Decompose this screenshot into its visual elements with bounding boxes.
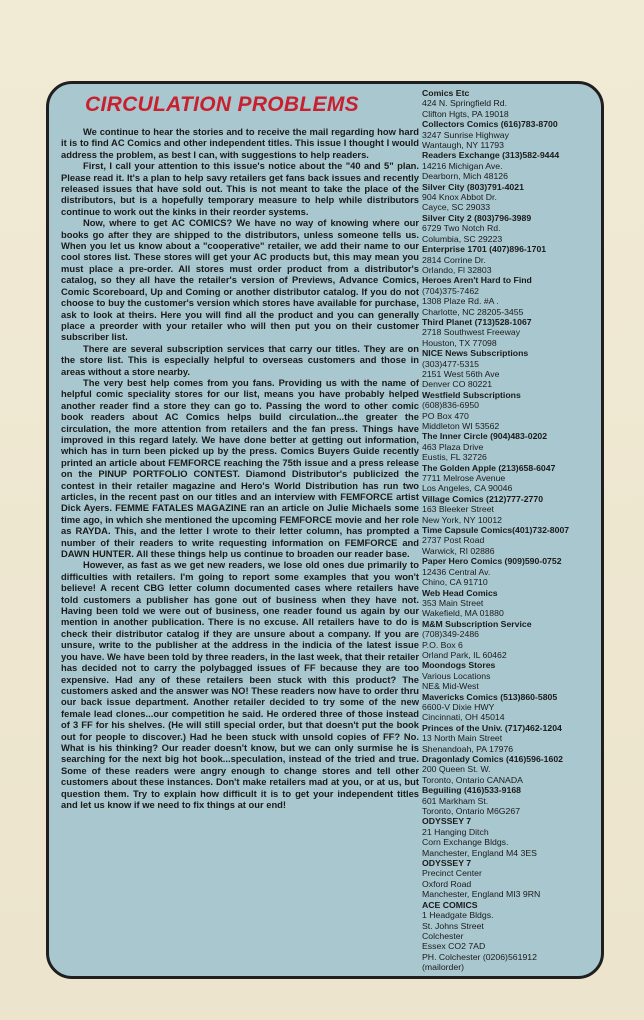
store-name: Third Planet (713)528-1067 xyxy=(422,316,532,327)
article-paragraph: We continue to hear the stories and to receive the mail regarding how hard it is to find AC Comics and other independent titles. This issue I thought I would address the problem, as best I can, with suggestions to help readers. xyxy=(61,126,419,160)
store-address-line: 200 Queen St. W. xyxy=(422,764,491,775)
article-paragraph: First, I call your attention to this issue's notice about the "40 and 5" plan. Please read it. It's a plan to help savy retailers get fans back issues and recently released issues that have sold out. This is not meant to take the place of the distributors, but is a hopefully temporary measure to help while distributors continue to work out the kinks in their reorder systems. xyxy=(61,160,419,217)
store-address-line: 601 Markham St. xyxy=(422,795,489,806)
store-address-line: St. Johns Street xyxy=(422,920,484,931)
store-name: Princes of the Univ. (717)462-1204 xyxy=(422,722,562,733)
store-address-line: Essex CO2 7AD xyxy=(422,941,486,952)
store-address-line: Wantaugh, NY 11793 xyxy=(422,140,504,151)
store-address-line: Charlotte, NC 28205-3455 xyxy=(422,306,524,317)
store-name: Readers Exchange (313)582-9444 xyxy=(422,150,560,161)
store-name: Westfield Subscriptions xyxy=(422,389,521,400)
store-name: Silver City 2 (803)796-3989 xyxy=(422,212,532,223)
store-name: Web Head Comics xyxy=(422,587,498,598)
store-list-column xyxy=(422,88,600,974)
store-name: Paper Hero Comics (909)590-0752 xyxy=(422,556,562,567)
store-address-line: Oxford Road xyxy=(422,878,472,889)
store-address-line: Chino, CA 91710 xyxy=(422,577,488,588)
article-title: CIRCULATION PROBLEMS xyxy=(85,93,359,116)
store-address-line: Manchester, England M4 3ES xyxy=(422,847,537,858)
store-address-line: 1308 Plaze Rd. #A . xyxy=(422,296,499,307)
article-panel xyxy=(46,81,604,979)
store-address-line: Orland Park, IL 60462 xyxy=(422,649,507,660)
article-paragraph: The very best help comes from you fans. Providing us with the name of helpful comic speciality stores for our list, means you have probably helped another reader find a store they can go to. Passing the word to other comic book readers about AC Comics helps build circulation...the greater the circulation, the more attention from retailers and the fan press. Things have improved in this regard lately. We have done better at getting out information, which has in turn been picked up by the press. Comics Buyers Guide recently printed an article about FEMFORCE reaching the 75th issue and a press release on the PINUP PORTFOLIO CONTEST. Diamond Distributor's publicized the contest in their retailer magazine and Hero's World Distribution has run two articles, in the recent past on our titles and an interview with FEMFORCE artist Dick Ayers. FEMME FATALES MAGAZINE ran an article on Julie Michaels some time ago, in which she mentioned the upcoming FEMFORCE movie and her role as RAYDA. This, and the letter I wrote to their letter column, has prompted a number of their readers to write requesting information on FEMFORCE and DAWN HUNTER. All these things help us continue to broaden our reader base. xyxy=(61,376,419,560)
store-address-line: 2814 Corrine Dr. xyxy=(422,254,486,265)
store-address-line: Clifton Hgts, PA 19018 xyxy=(422,108,509,119)
store-address-line: 13 North Main Street xyxy=(422,733,503,744)
store-address-line: 14216 Michigan Ave. xyxy=(422,160,503,171)
store-address-line: 2737 Post Road xyxy=(422,535,485,546)
store-address-line: New York, NY 10012 xyxy=(422,514,503,525)
store-address-line: 7711 Melrose Avenue xyxy=(422,473,506,484)
store-address-line: 12436 Central Av. xyxy=(422,566,491,577)
store-address-line: Wakefield, MA 01880 xyxy=(422,608,504,619)
store-address-line: 163 Bleeker Street xyxy=(422,504,494,515)
store-address-line: Cayce, SC 29033 xyxy=(422,202,491,213)
store-address-line: 353 Main Street xyxy=(422,597,484,608)
store-address-line: Los Angeles, CA 90046 xyxy=(422,483,513,494)
store-address-line: Dearborn, Mich 48126 xyxy=(422,171,508,182)
store-name: ACE COMICS xyxy=(422,899,478,910)
store-address-line: (708)349-2486 xyxy=(422,629,479,640)
store-address-line: 6729 Two Notch Rd. xyxy=(422,223,501,234)
store-name: Collectors Comics (616)783-8700 xyxy=(422,119,558,130)
store-address-line: Cincinnati, OH 45014 xyxy=(422,712,505,723)
store-list xyxy=(422,88,600,973)
store-address-line: Toronto, Ontario M6G267 xyxy=(422,806,521,817)
store-address-line: (mailorder) xyxy=(422,962,464,973)
store-address-line: 21 Hanging Ditch xyxy=(422,826,489,837)
store-address-line: (608)836-6950 xyxy=(422,400,479,411)
store-address-line: Colchester xyxy=(422,930,464,941)
store-address-line: Orlando, Fl 32803 xyxy=(422,264,492,275)
store-name: Village Comics (212)777-2770 xyxy=(422,493,544,504)
store-name: Moondogs Stores xyxy=(422,660,496,671)
store-address-line: Corn Exchange Bldgs. xyxy=(422,837,509,848)
store-name: Time Capsule Comics(401)732-8007 xyxy=(422,525,570,536)
store-name: ODYSSEY 7 xyxy=(422,858,472,869)
store-address-line: Warwick, RI 02886 xyxy=(422,545,495,556)
store-address-line: Toronto, Ontario CANADA xyxy=(422,774,523,785)
store-name: ODYSSEY 7 xyxy=(422,816,472,827)
store-address-line: PH. Colchester (0206)561912 xyxy=(422,951,537,962)
store-name: Mavericks Comics (513)860-5805 xyxy=(422,691,558,702)
store-address-line: 1 Headgate Bldgs. xyxy=(422,910,494,921)
store-address-line: 6600-V Dixie HWY xyxy=(422,701,495,712)
store-address-line: (704)375-7462 xyxy=(422,285,479,296)
store-address-line: 2718 Southwest Freeway xyxy=(422,327,521,338)
store-address-line: Middleton WI 53562 xyxy=(422,421,500,431)
store-address-line: Shenandoah, PA 17976 xyxy=(422,743,514,754)
store-address-line: NE& Mid-West xyxy=(422,681,479,692)
store-address-line: Columbia, SC 29223 xyxy=(422,233,503,244)
store-name: Comics Etc xyxy=(422,88,470,98)
store-address-line: Precinct Center xyxy=(422,868,482,879)
store-address-line: Denver CO 80221 xyxy=(422,379,493,390)
store-address-line: Eustis, FL 32726 xyxy=(422,452,487,463)
article-paragraph: Now, where to get AC COMICS? We have no way of knowing where our books go after they are shipped to the distributors, unless someone tells us. When you let us know about a "cooperative" retailer, we add their name to our cool stores list. These stores will get your AC products but, this may mean you must place a pre-order. All stores must order product from a distributor's catalog, so they all have the retailer's version of Previews, Advance Comics, Comic Scoreboard, Up and Coming or another distributor catalog. If you do not choose to buy the customer's version which stores have available for purchase, ask to look at theirs. Here you will find all the product and you can generally place a preorder with your retailer who will then put you on their customer subscriber list. xyxy=(61,217,419,343)
store-address-line: Manchester, England MI3 9RN xyxy=(422,889,541,900)
store-address-line: 2151 West 56th Ave xyxy=(422,368,500,379)
store-name: Enterprise 1701 (407)896-1701 xyxy=(422,244,547,255)
article-column xyxy=(61,92,419,972)
store-name: M&M Subscription Service xyxy=(422,618,532,629)
article-paragraph: However, as fast as we get new readers, we lose old ones due primarily to difficulties with retailers. I'm going to report some examples that you won't believe! A recent CBG letter column documented cases where retailers have told customers a publisher has gone out of business when they have not. Having been told we were out of business, one reader found us again by our mention in another publication. There is no excuse. All retailers have to do is check their distributor catalog if they are unsure about a company. If you are unsure, write to the publisher at the address in the indicia of the latest issue you have. We have been told by three readers, in the last week, that their retailer has decided not to carry the polybagged issues of FF because they are too expensive. Had any of these retailers been stuck with this product? The customers asked and the answer was NO! These readers now have to order thru our back issue department. Another retailer decided to try some of the new female lead clones...our competition he said. He ordered three of those instead of 3 FF for his shelves. (He will still special order, but that doesn't put the book out for people to discover.) Had he been stuck with unsold copies of FF? No. What is his thinking? Our reader doesn't know, but we can only surmise he is searching for the next big hot book...speculation, instead of the tried and true. Some of these readers were angry enough to change stores and tell other customers about these instances. Don't make retailers mad at you, or at us, but question them. Try to explain how difficult it is to get your independent titles and let us know if we need to fix things at our end! xyxy=(61,559,419,810)
store-address-line: 904 Knox Abbot Dr. xyxy=(422,192,497,203)
store-name: Beguiling (416)533-9168 xyxy=(422,785,521,796)
store-address-line: P.O. Box 6 xyxy=(422,639,463,650)
store-address-line: 463 Plaza Drive xyxy=(422,441,484,452)
store-name: The Inner Circle (904)483-0202 xyxy=(422,431,548,442)
store-address-line: (303)477-5315 xyxy=(422,358,479,369)
store-name: Silver City (803)791-4021 xyxy=(422,181,524,192)
store-name: The Golden Apple (213)658-6047 xyxy=(422,462,556,473)
store-name: NICE News Subscriptions xyxy=(422,348,529,359)
store-address-line: 424 N. Springfield Rd. xyxy=(422,98,507,109)
store-name: Heroes Aren't Hard to Find xyxy=(422,275,532,286)
article-paragraph: There are several subscription services that carry our titles. They are on the store list. This is especially helpful to overseas customers and those in areas without a store nearby. xyxy=(61,342,419,377)
store-address-line: 3247 Sunrise Highway xyxy=(422,129,509,140)
store-address-line: Houston, TX 77098 xyxy=(422,337,497,348)
store-name: Dragonlady Comics (416)596-1602 xyxy=(422,754,563,764)
store-address-line: Various Locations xyxy=(422,670,491,681)
store-address-line: PO Box 470 xyxy=(422,410,469,421)
